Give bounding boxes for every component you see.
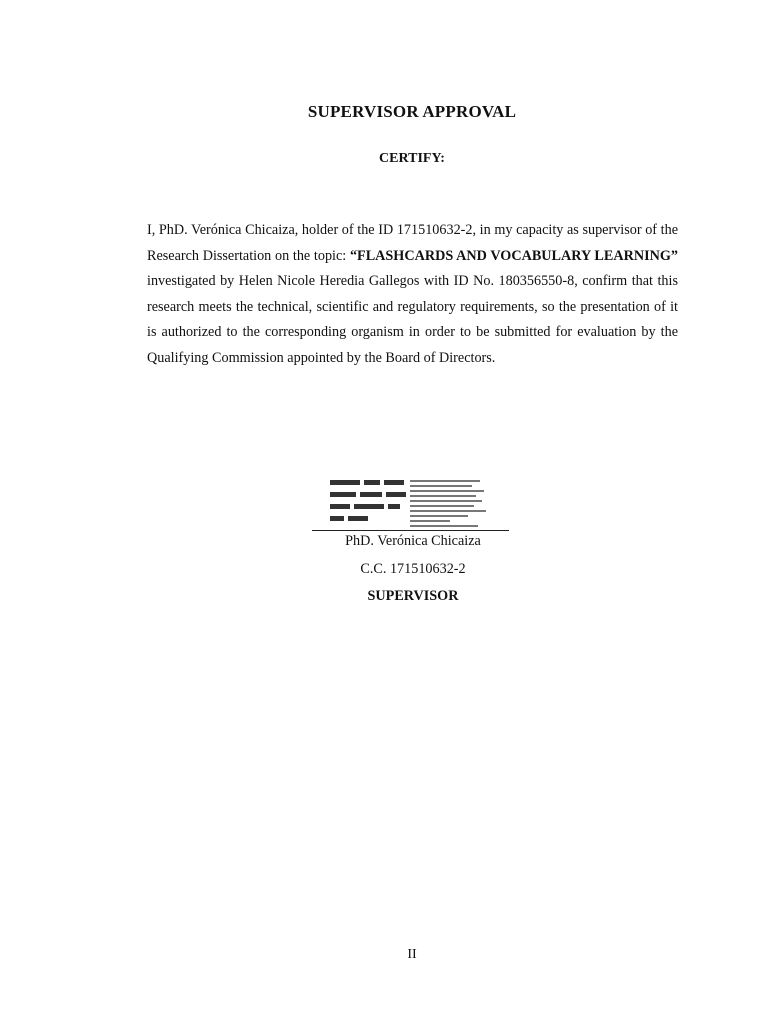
paragraph-rest: investigated by Helen Nicole Heredia Gallegos with ID No. 180356550-8, confirm that this research meets the technical, scientific and regulatory requirements, so the presentation of it is authorized to the corresponding organism in order to be submitted for evaluation by the Qualifying Commission appointed by the Board of Directors. <box>147 273 678 366</box>
paragraph-intro: I, PhD. Verónica Chicaiza, holder of the ID 171510632-2, in my capacity as supervisor of the Research Dissertation on the topic: <box>147 222 678 264</box>
signatory-id: C.C. 171510632-2 <box>360 561 466 577</box>
signatory-role: SUPERVISOR <box>367 588 459 604</box>
certification-paragraph <box>147 218 678 372</box>
signature-line <box>312 530 509 531</box>
signatory-name: PhD. Verónica Chicaiza <box>345 533 481 549</box>
signature-stamp-graphic <box>312 474 508 530</box>
certify-heading: CERTIFY: <box>379 151 445 166</box>
research-topic: “FLASHCARDS AND VOCABULARY LEARNING” <box>349 247 678 264</box>
page-title: SUPERVISOR APPROVAL <box>307 102 517 121</box>
page-number: II <box>407 947 417 962</box>
electronic-signature-stamp <box>312 474 508 530</box>
